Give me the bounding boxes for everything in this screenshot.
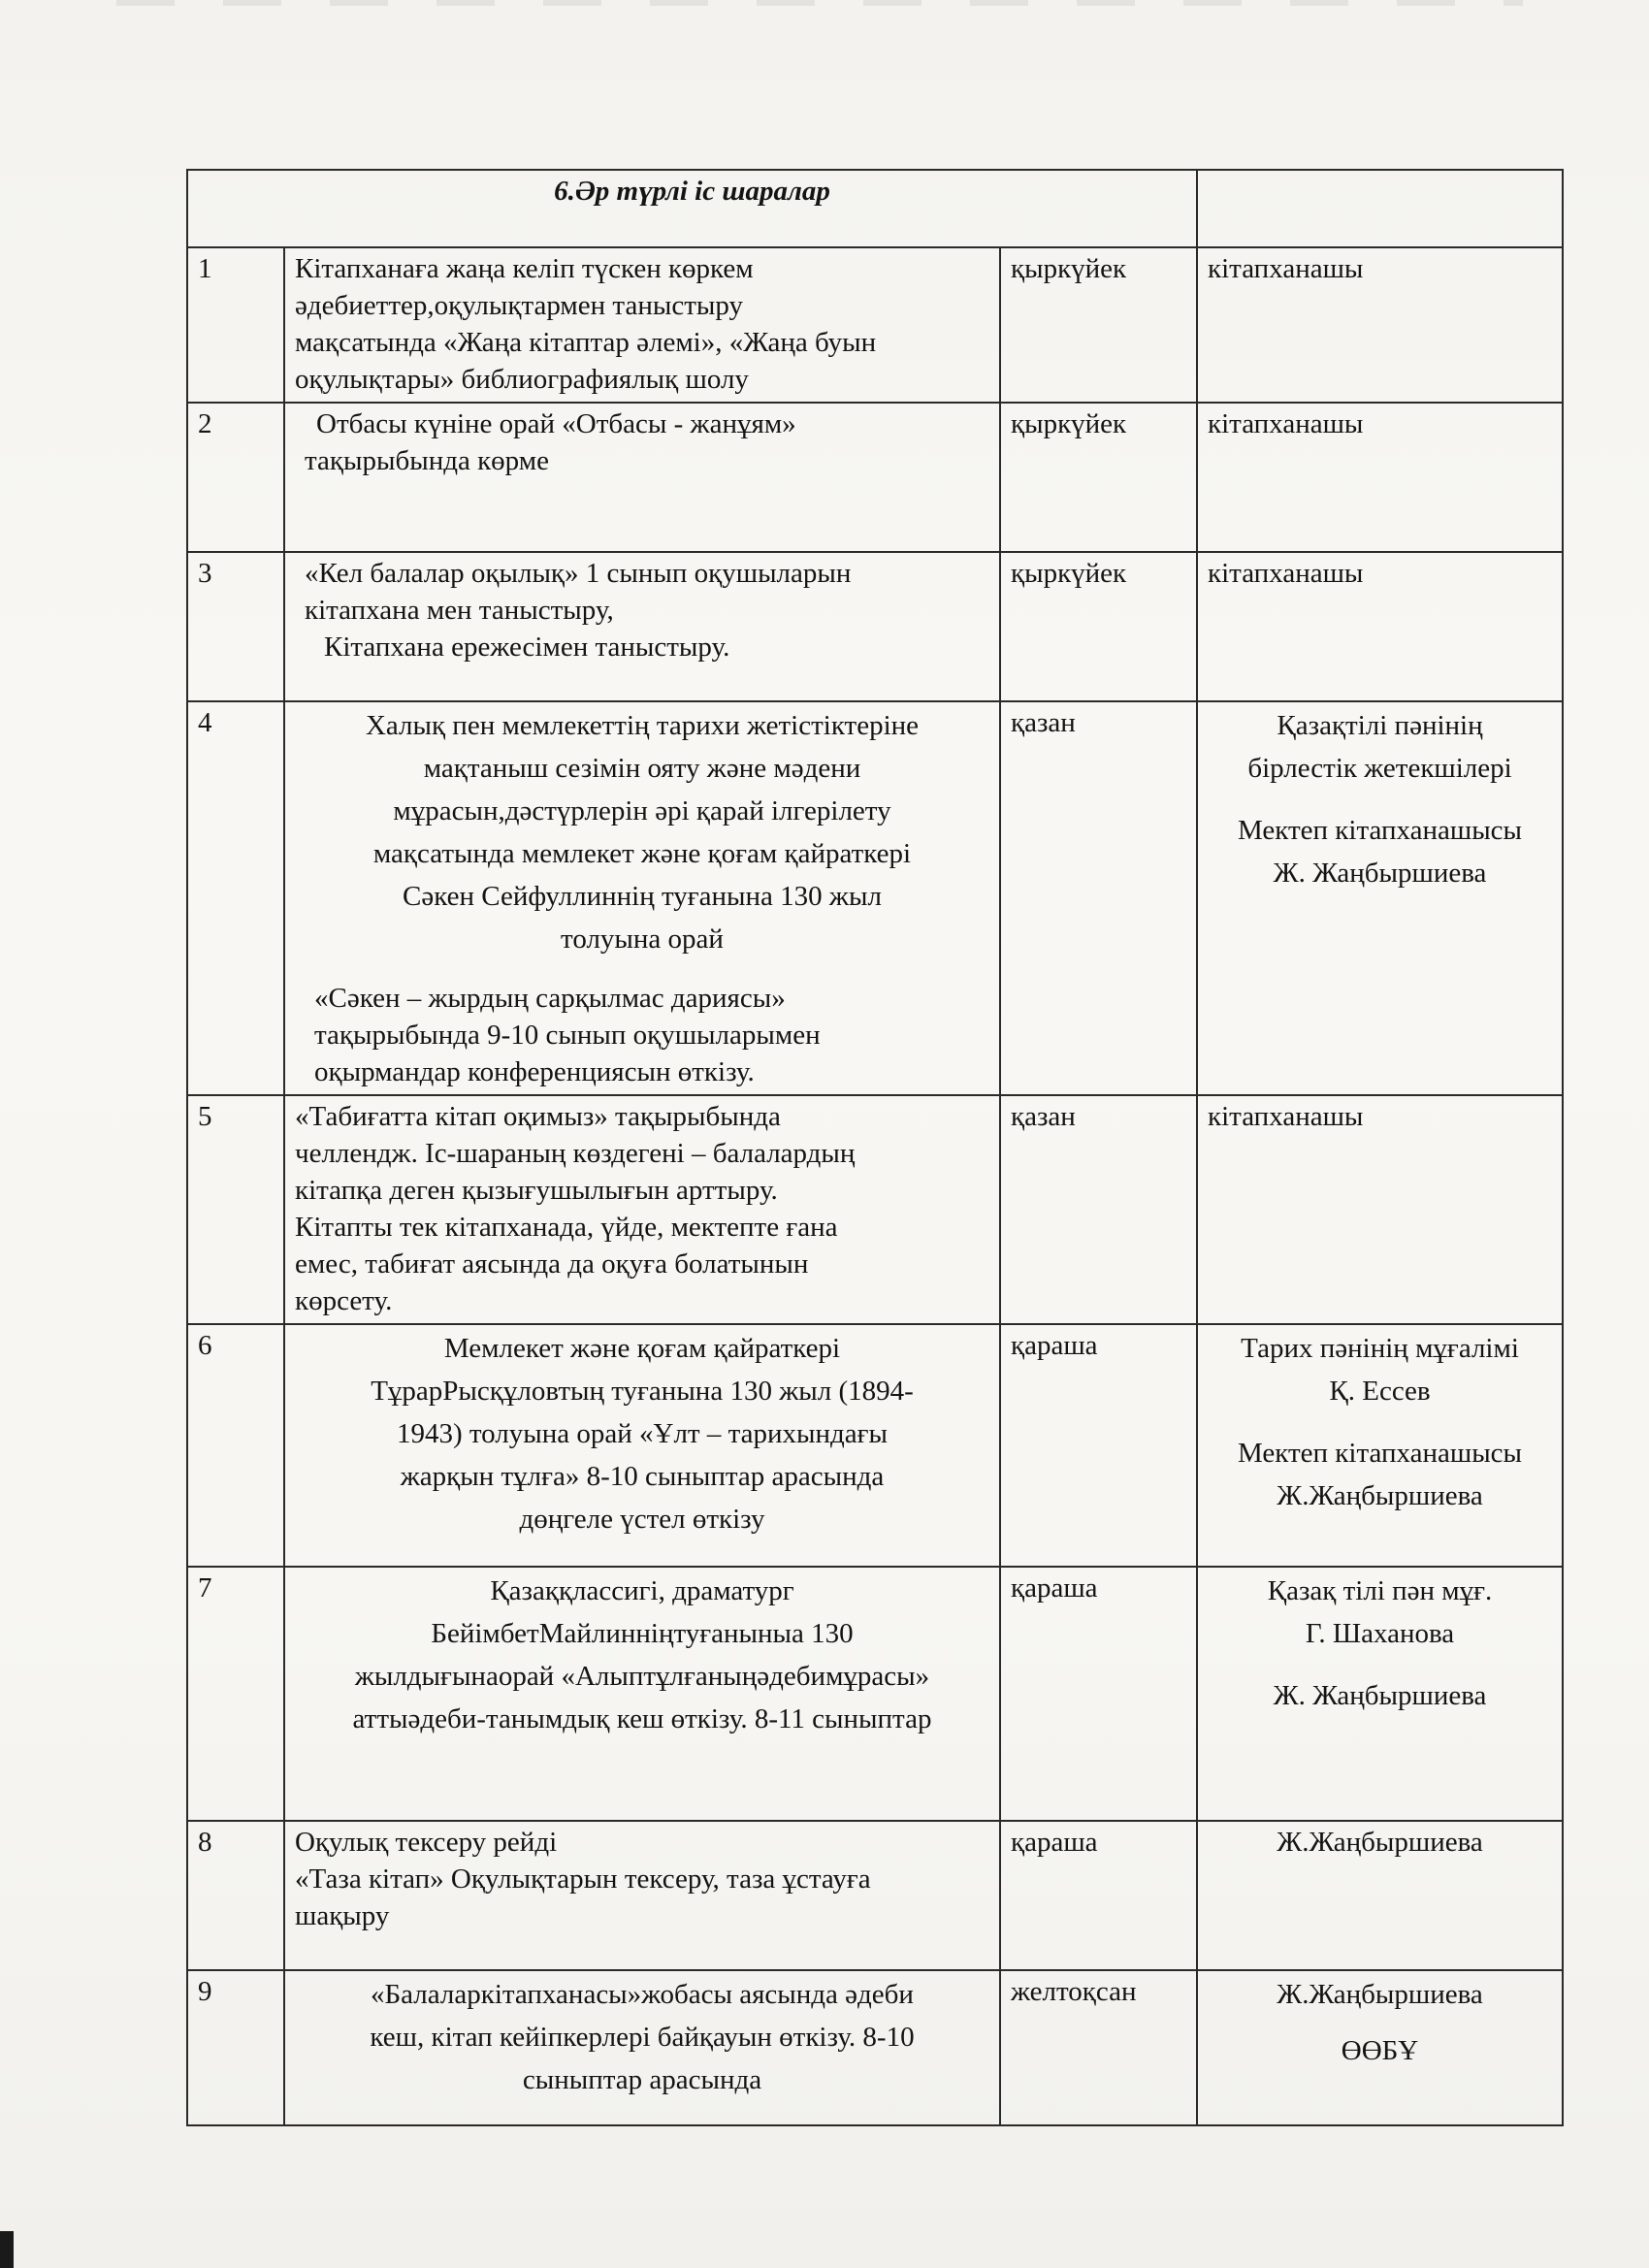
table-row [187, 1821, 1563, 1970]
event-line: Сәкен Сейфуллиннің туғанына 130 жыл [403, 881, 882, 912]
responsible-line: Қазақтілі пәнінің [1277, 710, 1483, 741]
responsible-line: Мектеп кітапханашысы [1238, 815, 1523, 846]
event-line: кеш, кітап кейіпкерлері байқауын өткізу. 8-10 [370, 2022, 915, 2053]
table-row [187, 701, 1563, 1095]
event-line: ТұрарРысқұловтың туғанына 130 жыл (1894- [371, 1376, 914, 1407]
table-row [187, 403, 1563, 552]
row-number: 2 [187, 403, 284, 552]
responsible-line: Ж. Жаңбыршиева [1273, 858, 1487, 889]
table-row [187, 1095, 1563, 1324]
row-number: 9 [187, 1970, 284, 2125]
event-line: кітапқа деген қызығушылығын арттыру. [295, 1175, 778, 1206]
row-number: 8 [187, 1821, 284, 1970]
event-line: Кітапты тек кітапханада, үйде, мектепте ғана [295, 1212, 838, 1243]
events-table [186, 169, 1564, 2126]
event-description [284, 1567, 1000, 1821]
event-line: аттыәдеби-танымдық кеш өткізу. 8-11 сыныптар [352, 1703, 932, 1734]
responsible-line: кітапханашы [1208, 1101, 1364, 1132]
responsible-line: кітапханашы [1208, 253, 1364, 284]
row-number: 5 [187, 1095, 284, 1324]
event-line: мақсатында мемлекет және қоғам қайраткері [372, 838, 912, 869]
event-description [284, 403, 1000, 552]
event-line: «Таза кітап» Оқулықтарын тексеру, таза ұстауға [295, 1863, 871, 1895]
event-description [284, 1821, 1000, 1970]
event-description [284, 552, 1000, 701]
responsible-person [1197, 1095, 1563, 1324]
responsible-person [1197, 701, 1563, 1095]
responsible-extra [1208, 809, 1552, 894]
event-date: қараша [1000, 1821, 1197, 1970]
event-date: қазан [1000, 1095, 1197, 1324]
responsible-person [1197, 403, 1563, 552]
event-description [284, 701, 1000, 1095]
event-line: оқырмандар конференциясын өткізу. [314, 1056, 755, 1087]
event-line: көрсету. [295, 1285, 393, 1316]
event-line: жарқын тұлға» 8-10 сыныптар арасында [400, 1461, 885, 1492]
event-date: қыркүйек [1000, 247, 1197, 403]
responsible-line: Ж.Жаңбыршиева [1277, 1480, 1483, 1511]
responsible-line: Ж.Жаңбыршиева [1277, 1827, 1483, 1858]
event-line: әдебиеттер,оқулықтармен таныстыру [295, 290, 743, 321]
event-line: мақсатында «Жаңа кітаптар әлемі», «Жаңа буын [295, 327, 877, 358]
event-line: оқулықтары» библиографиялық шолу [295, 364, 749, 395]
row-number: 4 [187, 701, 284, 1095]
responsible-extra [1208, 1674, 1552, 1717]
responsible-extra [1208, 2029, 1552, 2072]
responsible-line: Тарих пәнінің мұғалімі [1241, 1333, 1519, 1364]
row-number: 7 [187, 1567, 284, 1821]
section-header-empty-cell [1197, 170, 1563, 247]
event-line: «Табиғатта кітап оқимыз» тақырыбында [295, 1101, 781, 1132]
event-line: шақыру [295, 1900, 390, 1931]
responsible-line: кітапханашы [1208, 408, 1364, 439]
event-date: қараша [1000, 1324, 1197, 1567]
table-row [187, 1324, 1563, 1567]
responsible-extra [1208, 1432, 1552, 1517]
section-header-row [187, 170, 1563, 247]
responsible-line: Ж.Жаңбыршиева [1277, 1979, 1483, 2010]
event-line: БейімбетМайлинніңтуғаныныа 130 [431, 1618, 854, 1649]
event-line: кітапхана мен таныстыру, [305, 595, 614, 626]
responsible-person [1197, 1821, 1563, 1970]
row-number: 3 [187, 552, 284, 701]
responsible-line: кітапханашы [1208, 558, 1364, 589]
event-date: қыркүйек [1000, 403, 1197, 552]
table-row [187, 247, 1563, 403]
event-date: қараша [1000, 1567, 1197, 1821]
responsible-person [1197, 1324, 1563, 1567]
row-number: 1 [187, 247, 284, 403]
event-line: «Сәкен – жырдың сарқылмас дариясы» [314, 983, 786, 1014]
event-line: дөңгеле үстел өткізу [519, 1504, 765, 1535]
responsible-line: Г. Шаханова [1305, 1618, 1455, 1649]
event-line: «Балаларкітапханасы»жобасы аясында әдеби [371, 1979, 914, 2010]
event-line: 1943) толуына орай «Ұлт – тарихындағы [396, 1418, 889, 1449]
event-description [284, 247, 1000, 403]
scan-artifact-edge [0, 2231, 14, 2268]
table-row [187, 552, 1563, 701]
responsible-person [1197, 247, 1563, 403]
event-date: қазан [1000, 701, 1197, 1095]
responsible-line: Қ. Ессев [1329, 1376, 1431, 1407]
event-line: емес, табиғат аясында да оқуға болатынын [295, 1248, 809, 1280]
event-date: қыркүйек [1000, 552, 1197, 701]
event-line: «Кел балалар оқылық» 1 сынып оқушыларын [305, 558, 852, 589]
event-line: Мемлекет және қоғам қайраткері [443, 1333, 841, 1364]
responsible-line: Қазақ тілі пән мұғ. [1267, 1575, 1493, 1606]
event-line: жылдығынаорай «Алыптұлғаныңәдебимұрасы» [354, 1661, 930, 1692]
responsible-line: ӨӨБҰ [1341, 2035, 1419, 2066]
event-description [284, 1324, 1000, 1567]
section-title: 6.Әр түрлі іс шаралар [187, 170, 1197, 247]
event-line: тақырыбында көрме [305, 445, 549, 476]
event-line: толуына орай [561, 923, 724, 955]
responsible-line: бірлестік жетекшілері [1247, 753, 1512, 784]
responsible-person [1197, 552, 1563, 701]
event-line: Кітапхана ережесімен таныстыру. [324, 632, 730, 663]
event-line: сыныптар арасында [522, 2064, 762, 2095]
responsible-line: Мектеп кітапханашысы [1238, 1438, 1523, 1469]
event-line: челлендж. Іс-шараның көздегені – балалардың [295, 1138, 856, 1169]
event-extra-text [295, 980, 989, 1090]
event-line: Кітапханаға жаңа келіп түскен көркем [295, 253, 754, 284]
event-date: желтоқсан [1000, 1970, 1197, 2125]
event-main-text [295, 704, 989, 960]
row-number: 6 [187, 1324, 284, 1567]
responsible-line: Ж. Жаңбыршиева [1273, 1680, 1487, 1711]
event-line: Халық пен мемлекеттің тарихи жетістіктеріне [365, 710, 920, 741]
responsible-person [1197, 1970, 1563, 2125]
event-line: тақырыбында 9-10 сынып оқушыларымен [314, 1020, 821, 1051]
table-row [187, 1567, 1563, 1821]
event-line: Отбасы күніне орай «Отбасы - жанұям» [316, 408, 796, 439]
responsible-person [1197, 1567, 1563, 1821]
event-description [284, 1970, 1000, 2125]
event-description [284, 1095, 1000, 1324]
event-line: Қазаққлассигі, драматург [490, 1575, 794, 1606]
event-line: Оқулық тексеру рейді [295, 1827, 558, 1858]
scan-artifact-top [116, 0, 1523, 6]
table-row [187, 1970, 1563, 2125]
event-line: мақтаныш сезімін ояту және мәдени [423, 753, 861, 784]
event-line: мұрасын,дәстүрлерін әрі қарай ілгерілету [393, 795, 891, 826]
